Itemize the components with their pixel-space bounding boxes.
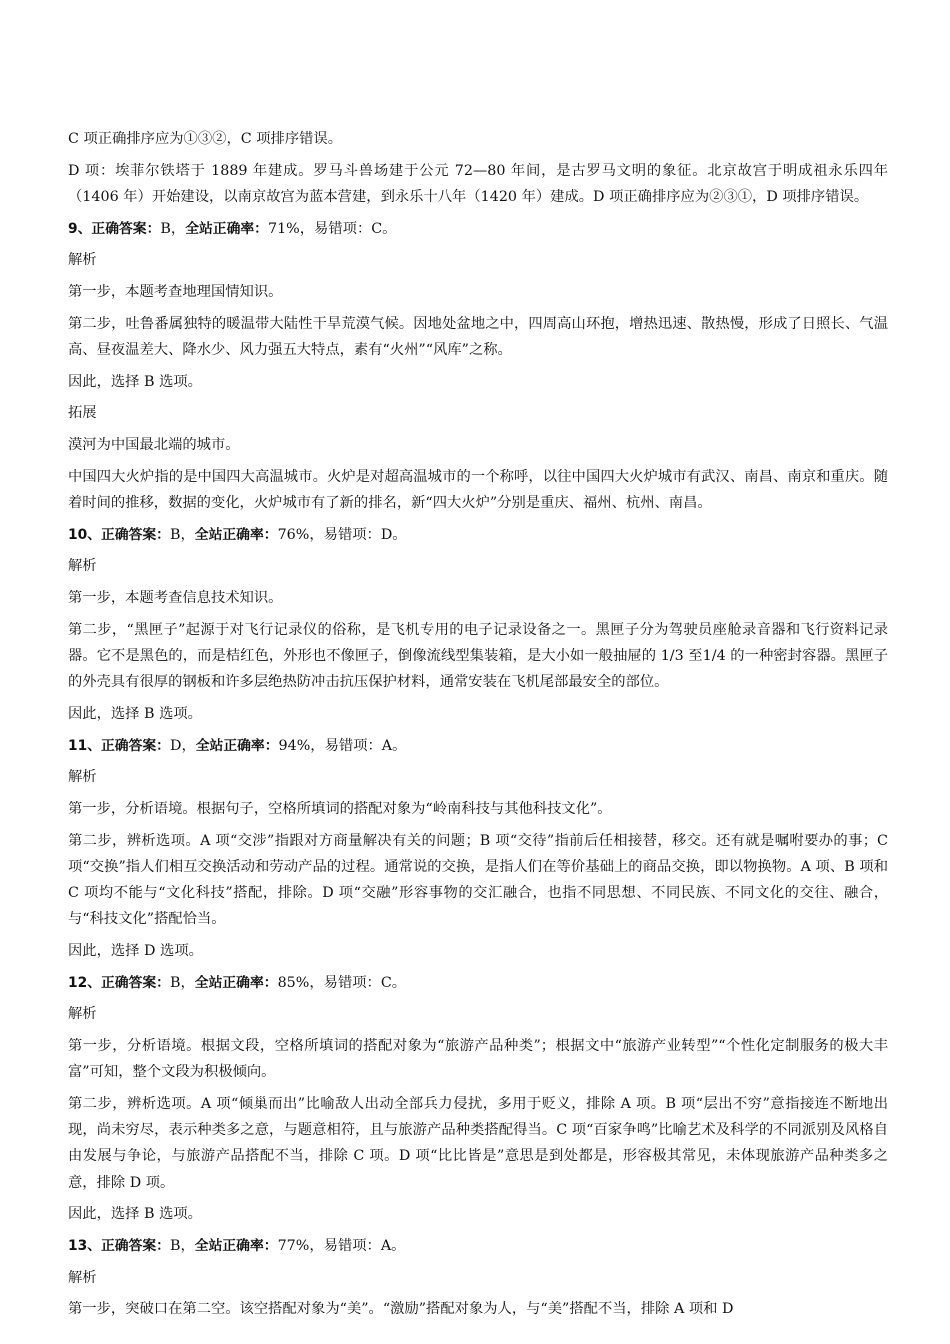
answer-header (68, 216, 888, 242)
paragraph: 解析 (68, 1006, 97, 1023)
question-number: 10、 (68, 526, 101, 543)
paragraph: 漠河为中国最北端的城市。 (68, 437, 240, 454)
question-number: 13、 (68, 1238, 101, 1255)
accuracy-value: 85%，易错项：C。 (277, 974, 407, 991)
answer-header (68, 522, 888, 548)
paragraph: 第一步，本题考查信息技术知识。 (68, 590, 283, 607)
question-number: 9、 (68, 220, 92, 237)
accuracy-value: 94%，易错项：A。 (278, 737, 407, 754)
paragraph: 第一步，分析语境。根据句子，空格所填词的搭配对象为“岭南科技与其他科技文化”。 (68, 800, 612, 817)
answer-label: 正确答案： (101, 1238, 170, 1255)
paragraph: 解析 (68, 558, 97, 575)
answer-label: 正确答案： (101, 526, 170, 543)
paragraph: 因此，选择 B 选项。 (68, 705, 202, 722)
accuracy-label: 全站正确率： (194, 974, 278, 991)
paragraph: 因此，选择 D 选项。 (68, 942, 203, 959)
accuracy-value: 76%，易错项：D。 (277, 526, 407, 543)
accuracy-value: 71%，易错项：C。 (267, 220, 397, 237)
document-page (68, 126, 888, 1323)
paragraph: 第一步，本题考查地理国情知识。 (68, 284, 283, 301)
answer-header (68, 733, 888, 759)
answer-label: 正确答案： (101, 974, 170, 991)
paragraph: 第一步，分析语境。根据文段，空格所填词的搭配对象为“旅游产品种类”；根据文中“旅游产业转型”“个性化定制服务的极大丰富”可知，整个文段为积极倾向。 (68, 1038, 888, 1081)
paragraph: 中国四大火炉指的是中国四大高温城市。火炉是对超高温城市的一个称呼，以往中国四大火炉城市有武汉、南昌、南京和重庆。随着时间的推移，数据的变化，火炉城市有了新的排名，新“四大火炉”分别是重庆、福州、杭州、南昌。 (68, 468, 888, 511)
answer-value: B， (169, 974, 195, 991)
paragraph: 第一步，突破口在第二空。该空搭配对象为“美”。“激励”搭配对象为人，与“美”搭配不当，排除 A 项和 D (68, 1301, 734, 1318)
paragraph: 第二步，辨析选项。A 项“倾巢而出”比喻敌人出动全部兵力侵扰，多用于贬义，排除 A 项。B 项“层出不穷”意指接连不断地出现，尚未穷尽，表示种类多之意，与题意相符，且与旅游产品种类搭配得当。C 项“百家争鸣”比喻艺术及科学的不同派别及风格自由发展与争论，与旅游产品搭配不当，排除 C 项。D 项“比比皆是”意思是到处都是，形容极其常见，未体现旅游产品种类多之意，排除 D 项。 (68, 1096, 888, 1191)
answer-value: B， (160, 220, 186, 237)
question-number: 12、 (68, 974, 101, 991)
paragraph: D 项：埃菲尔铁塔于 1889 年建成。罗马斗兽场建于公元 72—80 年间，是古罗马文明的象征。北京故宫于明成祖永乐四年（1406 年）开始建设，以南京故宫为蓝本营建，到永乐十八年（1420 年）建成。D 项正确排序应为②③①，D 项排序错误。 (68, 162, 888, 205)
answer-label: 正确答案： (91, 220, 161, 237)
answer-header (68, 1233, 888, 1259)
answer-label: 正确答案： (101, 737, 170, 754)
paragraph: 解析 (68, 1269, 97, 1286)
paragraph: 解析 (68, 252, 97, 269)
paragraph: 拓展 (68, 405, 97, 422)
accuracy-label: 全站正确率： (195, 737, 279, 754)
paragraph: 第二步，吐鲁番属独特的暖温带大陆性干旱荒漠气候。因地处盆地之中，四周高山环抱，增热迅速、散热慢，形成了日照长、气温高、昼夜温差大、降水少、风力强五大特点，素有“火州”“风库”之称。 (68, 315, 888, 358)
paragraph: 第二步，辨析选项。A 项“交涉”指跟对方商量解决有关的问题；B 项“交待”指前后任相接替，移交。还有就是嘱咐要办的事；C 项“交换”指人们相互交换活动和劳动产品的过程。通常说的交换，是指人们在等价基础上的商品交换，即以物换物。A 项、B 项和C 项均不能与“文化科技”搭配，排除。D 项“交融”形容事物的交汇融合，也指不同思想、不同民族、不同文化的交往、融合，与“科技文化”搭配恰当。 (68, 832, 888, 928)
answer-value: D， (169, 737, 196, 754)
accuracy-label: 全站正确率： (185, 220, 268, 237)
paragraph: 因此，选择 B 选项。 (68, 373, 202, 390)
answer-value: B， (169, 526, 195, 543)
paragraph: C 项正确排序应为①③②，C 项排序错误。 (68, 131, 343, 147)
question-number: 11、 (68, 737, 101, 754)
accuracy-label: 全站正确率： (194, 1238, 278, 1255)
paragraph: 因此，选择 B 选项。 (68, 1206, 202, 1223)
paragraph: 解析 (68, 769, 97, 786)
paragraph: 第二步，“黑匣子”起源于对飞行记录仪的俗称，是飞机专用的电子记录设备之一。黑匣子分为驾驶员座舱录音器和飞行资料记录器。它不是黑色的，而是桔红色，外形也不像匣子，倒像流线型集装箱，是大小如一般抽屉的 1/3 至1/4 的一种密封容器。黑匣子的外壳具有很厚的钢板和许多层绝热防冲击抗压保护材料，通常安装在飞机尾部最安全的部位。 (68, 621, 888, 691)
answer-value: B， (169, 1238, 195, 1255)
accuracy-value: 77%，易错项：A。 (277, 1238, 406, 1255)
answer-header (68, 970, 888, 996)
accuracy-label: 全站正确率： (194, 526, 278, 543)
